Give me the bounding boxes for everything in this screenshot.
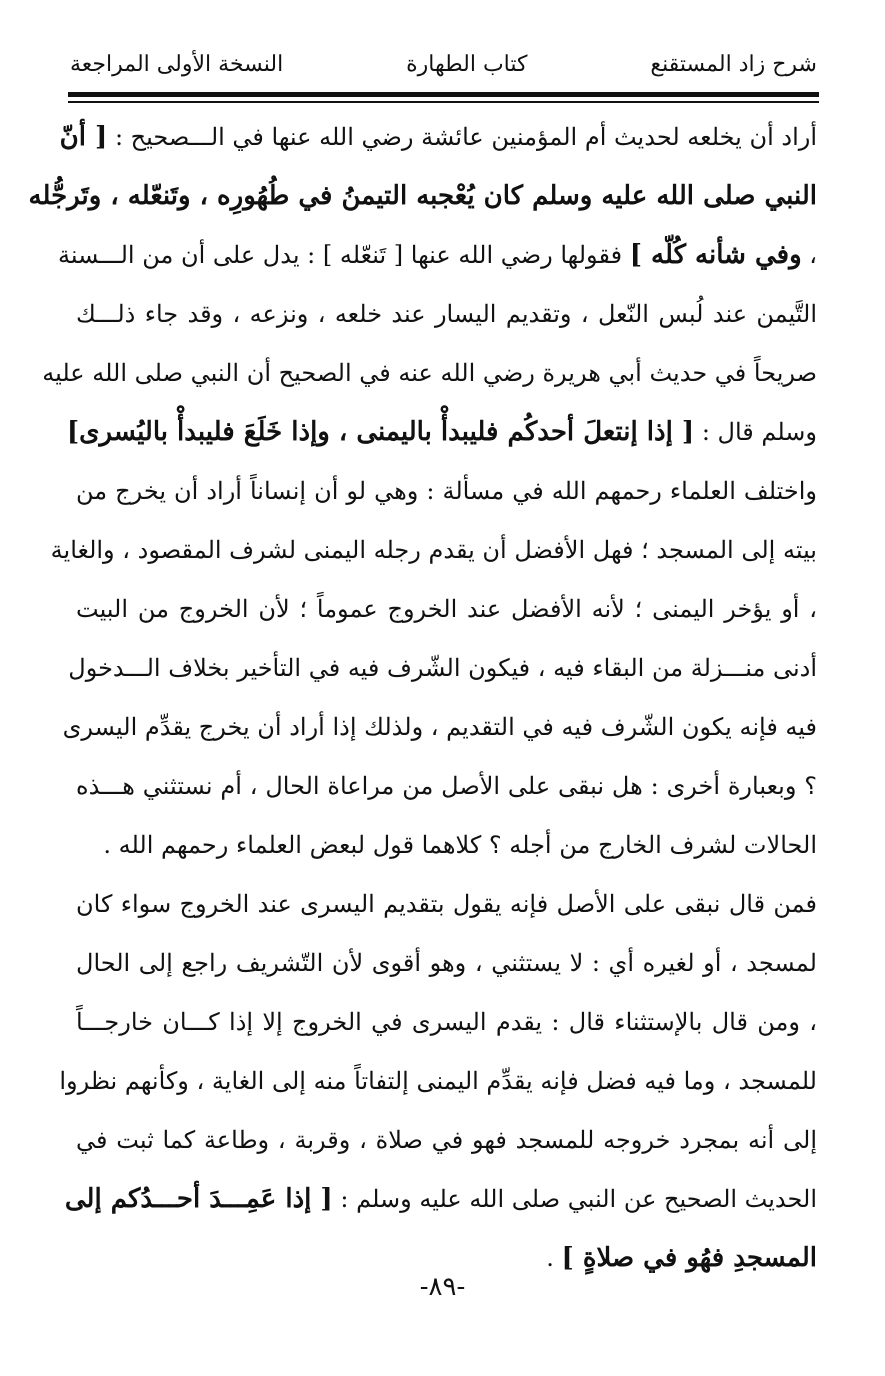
page-number: -٨٩- [419,1272,466,1302]
header-rule-thin [68,101,819,103]
text-line: بيته إلى المسجد ؛ فهل الأفضل أن يقدم رجله اليمنى لشرف المقصود ، والغاية [50,536,817,564]
page-header [70,52,817,92]
text-line: ؟ وبعبارة أخرى : هل نبقى على الأصل من مراعاة الحال ، أم نستثني هـــذه [76,772,817,800]
text-line: أدنى منـــزلة من البقاء فيه ، فيكون الشّرف فيه في التأخير بخلاف الـــدخول [68,654,817,682]
text-line: التَّيمن عند لُبس النّعل ، وتقديم اليسار عند خلعه ، ونزعه ، وقد جاء ذلـــك [76,300,817,328]
text-line: واختلف العلماء رحمهم الله في مسألة : وهي لو أن إنساناً أراد أن يخرج من [76,477,817,505]
text-line: فمن قال نبقى على الأصل فإنه يقول بتقديم اليسرى عند الخروج سواء كان [76,890,817,918]
text-line: أراد أن يخلعه لحديث أم المؤمنين عائشة رضي الله عنها في الـــصحيح : [ أنّ [59,122,817,152]
body-text [28,108,817,1288]
text-line: الحديث الصحيح عن النبي صلى الله عليه وسلم : [ إذا عَمِـــدَ أحـــدُكم إلى [64,1184,817,1214]
text-line: ، وفي شأنه كُلّه ] فقولها رضي الله عنها [ تَنعّله ] : يدل على أن من الـــسنة [58,240,817,270]
text-line: ، أو يؤخر اليمنى ؛ لأنه الأفضل عند الخروج عموماً ؛ لأن الخروج من البيت [76,595,817,623]
hadith-quote: [ أنّ [59,122,108,152]
text-line: لمسجد ، أو لغيره أي : لا يستثني ، وهو أقوى لأن التّشريف راجع إلى الحال [76,949,817,977]
hadith-quote: [ إذا إنتعلَ أحدكُم فليبدأْ باليمنى ، وإذا خَلَعَ فليبدأْ باليُسرى] [66,417,695,447]
text-line: وسلم قال : [ إذا إنتعلَ أحدكُم فليبدأْ باليمنى ، وإذا خَلَعَ فليبدأْ باليُسرى] [66,417,817,447]
text-line: ، ومن قال بالإستثناء قال : يقدم اليسرى في الخروج إلا إذا كـــان خارجـــاً [76,1008,817,1036]
hadith-quote: [ إذا عَمِـــدَ أحـــدُكم إلى [64,1184,333,1214]
text-line: المسجدِ فهُو في صلاةٍ ] . [546,1243,817,1273]
text-line: فيه فإنه يكون الشّرف فيه في التقديم ، ولذلك إذا أراد أن يخرج يقدِّم اليسرى [62,713,817,741]
hadith-quote: المسجدِ فهُو في صلاةٍ ] [561,1243,817,1273]
text-line: صريحاً في حديث أبي هريرة رضي الله عنه في الصحيح أن النبي صلى الله عليه [42,359,817,387]
header-chapter-title: كتاب الطهارة [406,52,528,77]
header-book-title: شرح زاد المستقنع [650,52,817,77]
hadith-quote: النبي صلى الله عليه وسلم كان يُعْجبه التيمنُ في طُهُورِه ، وتَنعّله ، وتَرجُّله [28,181,817,211]
text-line: الحالات لشرف الخارج من أجله ؟ كلاهما قول لبعض العلماء رحمهم الله . [103,831,817,859]
header-edition-note: النسخة الأولى المراجعة [70,52,284,77]
header-rule-thick [68,92,819,97]
text-line: للمسجد ، وما فيه فضل فإنه يقدِّم اليمنى إلتفاتاً منه إلى الغاية ، وكأنهم نظروا [59,1067,817,1095]
text-line: إلى أنه بمجرد خروجه للمسجد فهو في صلاة ، وقربة ، وطاعة كما ثبت في [76,1126,817,1154]
text-line [28,167,817,226]
hadith-quote: وفي شأنه كُلّه ] [629,240,802,270]
